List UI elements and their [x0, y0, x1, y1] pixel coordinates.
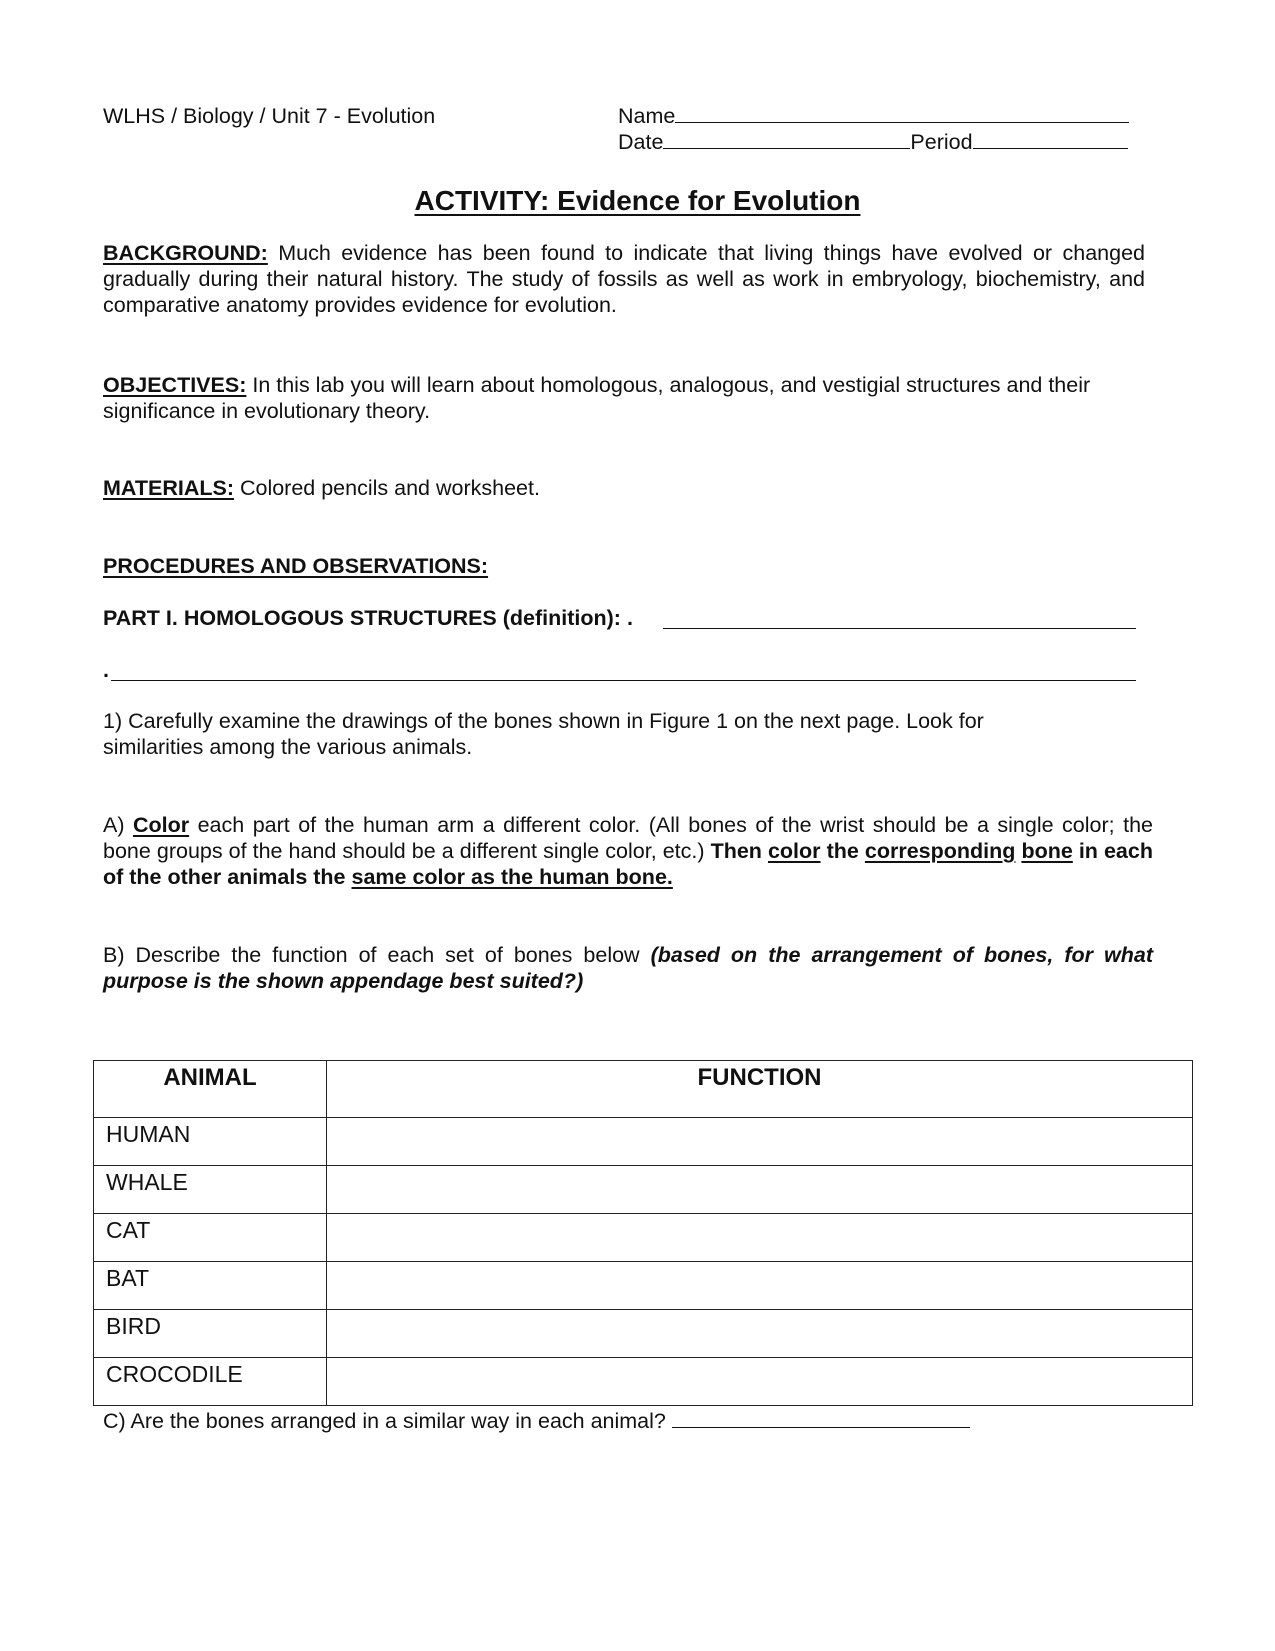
- definition-dot: .: [103, 658, 109, 682]
- name-blank[interactable]: [675, 104, 1129, 123]
- function-cell[interactable]: [327, 1310, 1193, 1358]
- table-row: [94, 1262, 1193, 1310]
- stepA-text: each part of the human arm a different color. (All bones of the wrist should be a single color; the bone groups of the hand should be a different single color, etc.): [103, 813, 1153, 863]
- function-cell[interactable]: [327, 1358, 1193, 1406]
- function-cell[interactable]: [327, 1118, 1193, 1166]
- stepC-question: [103, 1408, 970, 1434]
- procedures-heading: PROCEDURES AND OBSERVATIONS:: [103, 554, 489, 578]
- background-label: BACKGROUND:: [103, 241, 268, 265]
- stepA-then: Then: [710, 839, 768, 863]
- part1-label: PART I. HOMOLOGOUS STRUCTURES (definition):: [103, 606, 627, 630]
- step1-paragraph: 1) Carefully examine the drawings of the bones shown in Figure 1 on the next page. Look for similarities among the various animals.: [103, 709, 984, 759]
- function-cell[interactable]: [327, 1214, 1193, 1262]
- table-row: [94, 1118, 1193, 1166]
- table-row: [94, 1214, 1193, 1262]
- stepB-text: B) Describe the function of each set of bones below: [103, 943, 651, 967]
- animal-cell: CAT: [94, 1214, 327, 1262]
- stepA-bone: bone: [1021, 839, 1073, 863]
- animal-cell: HUMAN: [94, 1118, 327, 1166]
- page-title: ACTIVITY: Evidence for Evolution: [414, 185, 861, 216]
- stepA-prefix: A): [103, 813, 133, 837]
- background-text: Much evidence has been found to indicate that living things have evolved or changed gradually during their natural history. The study of fossils as well as work in embryology, biochemistry, and comparative anatomy provides evidence for evolution.: [103, 241, 1145, 317]
- stepA-corresponding: corresponding: [864, 839, 1016, 863]
- animal-cell: BAT: [94, 1262, 327, 1310]
- stepA-color-word: Color: [132, 813, 190, 837]
- table-row: [94, 1310, 1193, 1358]
- definition-line-2[interactable]: [111, 680, 1136, 681]
- part1-dot: .: [626, 606, 633, 630]
- date-blank[interactable]: [663, 130, 910, 149]
- stepA-the: the: [820, 839, 865, 863]
- function-cell[interactable]: [327, 1262, 1193, 1310]
- course-header: WLHS / Biology / Unit 7 - Evolution: [103, 104, 436, 128]
- background-paragraph: [103, 240, 1145, 318]
- animal-header: ANIMAL: [94, 1061, 327, 1118]
- stepA-color2: color: [767, 839, 821, 863]
- stepA-same-color: same color as the human bone.: [351, 865, 673, 889]
- table-header-row: [94, 1061, 1193, 1118]
- period-blank[interactable]: [973, 130, 1128, 149]
- period-label: Period: [910, 130, 973, 154]
- objectives-label: OBJECTIVES:: [103, 373, 247, 397]
- animal-cell: CROCODILE: [94, 1358, 327, 1406]
- stepB-emphasis: (based on the arrangement of bones, for what purpose is the shown appendage best suited?): [103, 943, 1153, 993]
- materials-text: Colored pencils and worksheet.: [233, 476, 540, 500]
- animal-cell: BIRD: [94, 1310, 327, 1358]
- date-label: Date: [618, 130, 664, 154]
- part1-heading: [103, 605, 633, 631]
- name-field[interactable]: [618, 103, 1129, 129]
- stepC-text: C) Are the bones arranged in a similar way in each animal?: [103, 1409, 672, 1433]
- function-cell[interactable]: [327, 1166, 1193, 1214]
- table-row: [94, 1166, 1193, 1214]
- stepA-paragraph: [103, 812, 1153, 890]
- materials-label: MATERIALS:: [103, 476, 234, 500]
- name-label: Name: [618, 104, 676, 128]
- animal-cell: WHALE: [94, 1166, 327, 1214]
- date-period-field[interactable]: [618, 129, 1128, 155]
- stepC-answer-blank[interactable]: [672, 1409, 970, 1428]
- definition-line-1[interactable]: [663, 628, 1136, 629]
- stepA-middle: in each of the other animals the: [103, 839, 1153, 889]
- objectives-text: In this lab you will learn about homologous, analogous, and vestigial structures and their significance in evolutionary theory.: [103, 373, 1091, 423]
- stepB-paragraph: [103, 942, 1153, 994]
- function-header: FUNCTION: [327, 1061, 1193, 1118]
- objectives-paragraph: [103, 372, 1153, 424]
- function-table: [93, 1060, 1193, 1406]
- table-row: [94, 1358, 1193, 1406]
- materials-paragraph: [103, 475, 540, 501]
